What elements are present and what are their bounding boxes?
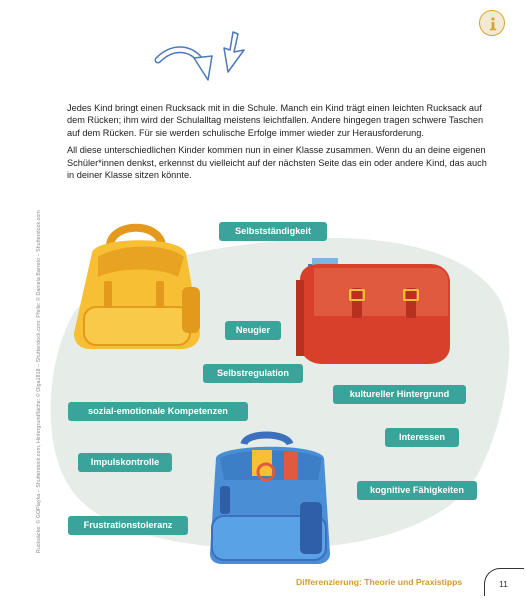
tag-sozial-emotionale-kompetenzen: sozial-emotionale Kompetenzen <box>68 402 248 421</box>
yellow-backpack-illustration <box>60 215 210 355</box>
tag-interessen: Interessen <box>385 428 459 447</box>
image-credit: Rucksäcke: © GOPlayka – Shutterstock.com, Hintergrundfläche: © Olga1818 – Shutterstock.com; Pfeile: © Daniela Barreto – Shutterstock.com <box>36 210 42 553</box>
decorative-arrows <box>150 28 260 98</box>
tag-kognitive-faehigkeiten: kognitive Fähigkeiten <box>357 481 477 500</box>
page-number: 11 <box>499 579 508 589</box>
tag-selbstregulation: Selbstregulation <box>203 364 303 383</box>
tag-kultureller-hintergrund: kultureller Hintergrund <box>333 385 466 404</box>
tag-neugier: Neugier <box>225 321 281 340</box>
info-icon <box>484 15 502 33</box>
curved-arrow-icon <box>158 50 212 80</box>
footer-title: Differenzierung: Theorie und Praxistipps <box>296 577 463 587</box>
down-arrow-icon <box>224 32 244 72</box>
blue-backpack-illustration <box>200 430 350 565</box>
tag-frustrationstoleranz: Frustrationstoleranz <box>68 516 188 535</box>
tag-impulskontrolle: Impulskontrolle <box>78 453 172 472</box>
intro-text <box>67 102 487 186</box>
info-badge <box>479 10 505 36</box>
red-satchel-illustration <box>290 250 460 370</box>
intro-paragraph-1: Jedes Kind bringt einen Rucksack mit in die Schule. Manch ein Kind trägt einen leichten Rucksack auf dem Rücken; ihm wird der Schulalltag meistens leichtfallen. Andere hingegen tragen schwere Taschen auf dem Rücken. Für sie werden schulische Erfolge immer wieder zur Herausforderung. <box>67 103 484 138</box>
tag-selbststaendigkeit: Selbstständigkeit <box>219 222 327 241</box>
intro-paragraph-2: All diese unterschiedlichen Kinder kommen nun in einer Klasse zusammen. Wenn du an deine eigenen Schüler*innen denkst, erkennst du vielleicht auf der nächsten Seite das ein oder andere Kind, das auch in deiner Klasse sitzen könnte. <box>67 145 487 181</box>
page-number-box <box>484 568 524 596</box>
